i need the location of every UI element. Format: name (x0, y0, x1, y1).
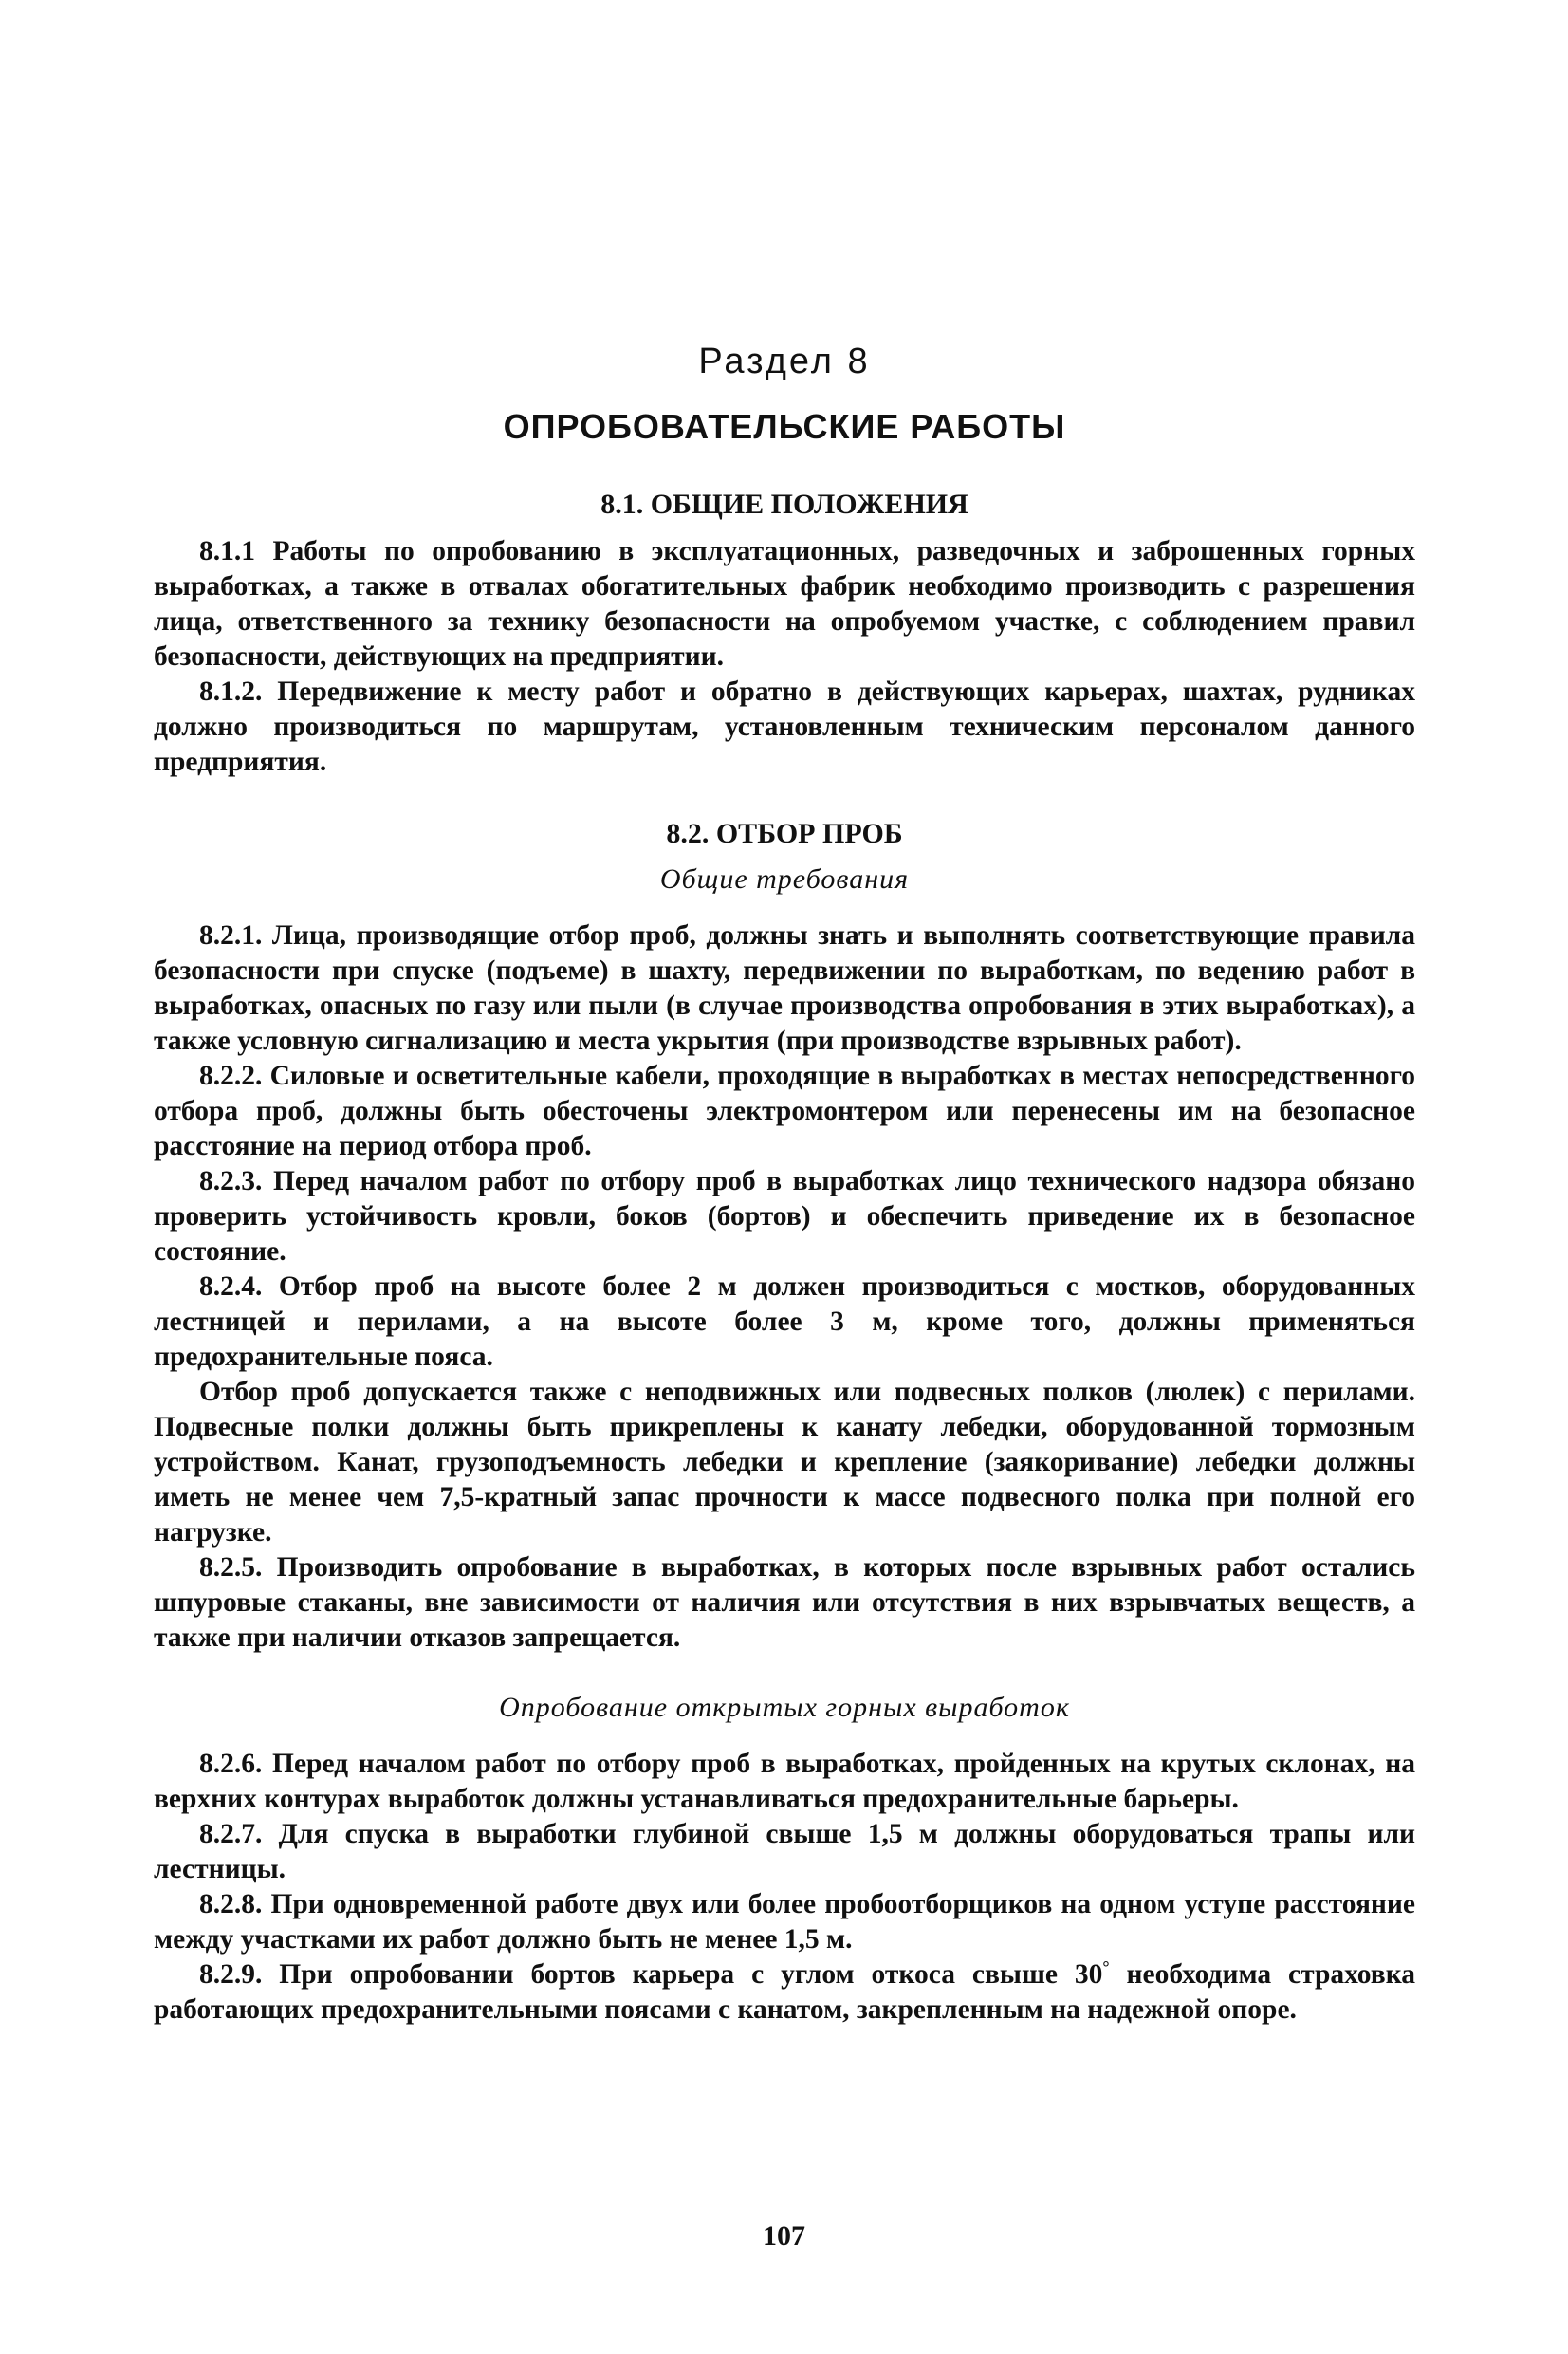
paragraph-8-2-1: 8.2.1. Лица, производящие отбор проб, должны знать и выполнять соответствующие правила безопасности при спуске (подъеме) в шахту, передвижении по выработкам, по ведению работ в выработках, опасных по газу или пыли (в случае производства опробования в этих выработках), а также условную сигнализацию и места укрытия (при производстве взрывных работ). (154, 920, 1415, 1056)
paragraph-8-2-9 (154, 1957, 1415, 2028)
paragraph-8-2-4: 8.2.4. Отбор проб на высоте более 2 м должен производиться с мостков, оборудованных лестницей и перилами, а на высоте более 3 м, кроме того, должны применяться предохранительные пояса. (154, 1271, 1415, 1372)
chapter-title: ОПРОБОВАТЕЛЬСКИЕ РАБОТЫ (503, 407, 1066, 446)
subheading-general-requirements: Общие требования (659, 863, 910, 895)
degree-sign: ° (1102, 1957, 1110, 1977)
paragraph-8-2-7: 8.2.7. Для спуска в выработки глубиной свыше 1,5 м должны оборудоваться трапы или лестницы. (154, 1819, 1415, 1884)
section-label: Раздел 8 (698, 342, 871, 381)
paragraph-8-2-2: 8.2.2. Силовые и осветительные кабели, проходящие в выработках в местах непосредственного отбора проб, должны быть обесточены электромонтером или перенесены им на безопасное расстояние на период отбора проб. (154, 1061, 1415, 1161)
paragraph-8-1-1: 8.1.1 Работы по опробованию в эксплуатационных, разведочных и заброшенных горных выработках, а также в отвалах обогатительных фабрик необходимо производить с разрешения лица, ответственного за технику безопасности на опробуемом участке, с соблюдением правил безопасности, действующих на предприятии. (154, 536, 1415, 672)
paragraph-8-2-4-cont: Отбор проб допускается также с неподвижных или подвесных полков (люлек) с перилами. Подвесные полки должны быть прикреплены к канату лебедки, оборудованной тормозным устройством. Канат, грузоподъемность лебедки и крепление (заякоривание) лебедки должны иметь не менее чем 7,5-кратный запас прочности к массе подвесного полка при полной его нагрузке. (154, 1377, 1415, 1548)
paragraph-8-2-8: 8.2.8. При одновременной работе двух или более пробоотборщиков на одном уступе расстояние между участками их работ должно быть не менее 1,5 м. (154, 1889, 1415, 1955)
section-heading-8-2: 8.2. ОТБОР ПРОБ (666, 818, 903, 849)
section-heading-8-1: 8.1. ОБЩИЕ ПОЛОЖЕНИЯ (600, 489, 968, 520)
subheading-open-workings: Опробование открытых горных выработок (499, 1692, 1070, 1723)
document-page (154, 342, 1415, 2028)
paragraph-8-2-9-start: 8.2.9. При опробовании бортов карьера с углом откоса свыше 30 (199, 1959, 1103, 1990)
paragraph-8-2-6: 8.2.6. Перед началом работ по отбору проб в выработках, пройденных на крутых склонах, на верхних контурах выработок должны устанавливаться предохранительные барьеры. (154, 1749, 1415, 1814)
paragraph-8-2-9-end: необходима страховка работающих предохранительными поясами с канатом, закрепленным на надежной опоре. (154, 1959, 1415, 2025)
paragraph-8-2-3: 8.2.3. Перед началом работ по отбору проб в выработках лицо технического надзора обязано проверить устойчивость кровли, боков (бортов) и обеспечить приведение их в безопасное состояние. (154, 1166, 1415, 1267)
paragraph-8-1-2: 8.1.2. Передвижение к месту работ и обратно в действующих карьерах, шахтах, рудниках должно производиться по маршрутам, установленным техническим персоналом данного предприятия. (154, 677, 1415, 777)
page-number: 107 (763, 2220, 805, 2252)
paragraph-8-2-5: 8.2.5. Производить опробование в выработках, в которых после взрывных работ остались шпуровые стаканы, вне зависимости от наличия или отсутствия в них взрывчатых веществ, а также при наличии отказов запрещается. (154, 1552, 1415, 1653)
